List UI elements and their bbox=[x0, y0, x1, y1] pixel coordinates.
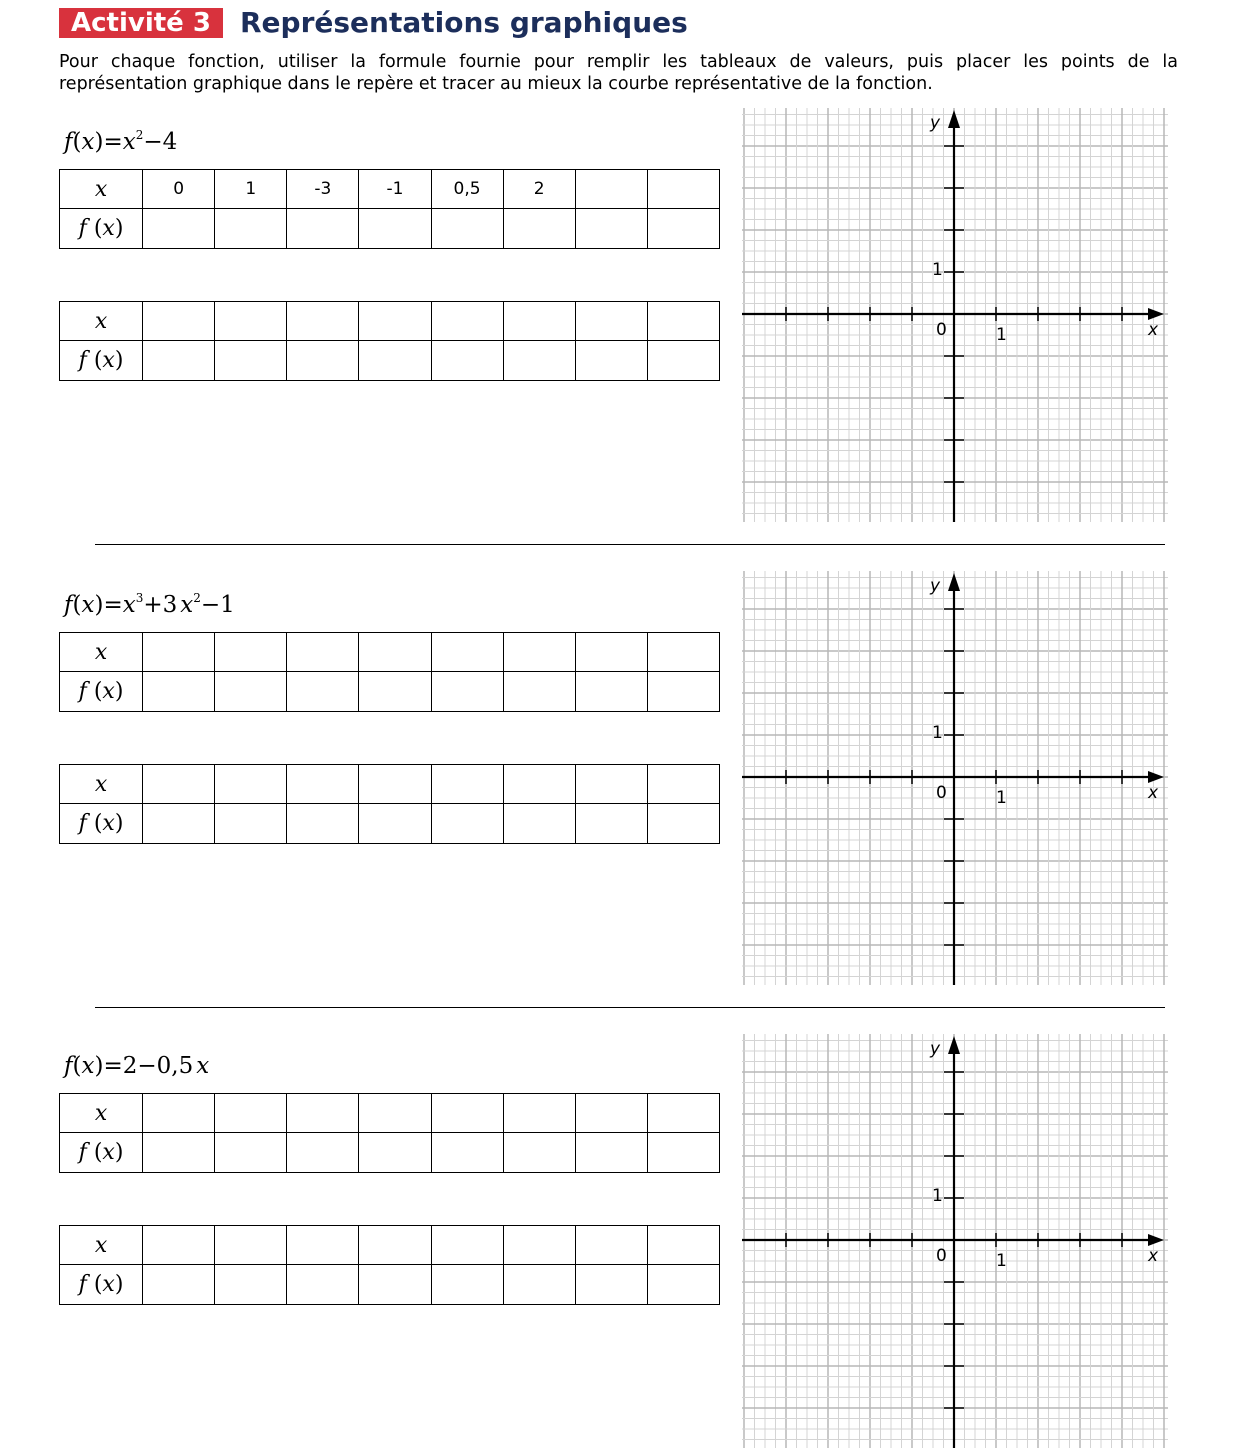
x-row bbox=[60, 1226, 720, 1265]
fx-value-cell[interactable] bbox=[431, 804, 503, 844]
formula-func-name: f bbox=[64, 592, 73, 618]
x-axis-arrow bbox=[1148, 1234, 1164, 1246]
formula-var: x bbox=[81, 592, 95, 618]
formula-term: x bbox=[122, 129, 136, 155]
y-axis-arrow bbox=[948, 110, 960, 128]
formula-2: $f(x)=x^3+3$ $x^2-1$ bbox=[64, 591, 235, 618]
x-value-cell[interactable] bbox=[215, 302, 287, 341]
separator-line bbox=[95, 1007, 1165, 1008]
x-header: x bbox=[60, 302, 143, 341]
fx-value-cell[interactable] bbox=[359, 1265, 431, 1305]
y-axis-label: y bbox=[930, 113, 941, 133]
fx-value-cell[interactable] bbox=[647, 804, 719, 844]
formula-term: −4 bbox=[143, 129, 178, 155]
fx-row bbox=[60, 1133, 720, 1173]
origin-label: 0 bbox=[936, 320, 947, 340]
fx-value-cell[interactable] bbox=[143, 1133, 215, 1173]
y-axis-label: y bbox=[930, 1039, 941, 1059]
origin-label: 0 bbox=[936, 1246, 947, 1266]
fx-value-cell[interactable] bbox=[503, 209, 575, 249]
x-value-cell[interactable] bbox=[431, 633, 503, 672]
fx-row bbox=[60, 1265, 720, 1305]
x-unit-label: 1 bbox=[996, 788, 1007, 808]
fx-arg: x bbox=[102, 811, 115, 836]
x-value-cell[interactable] bbox=[215, 1226, 287, 1265]
x-value-cell[interactable] bbox=[575, 170, 647, 209]
x-value-cell[interactable] bbox=[359, 1226, 431, 1265]
fx-value-cell[interactable] bbox=[647, 209, 719, 249]
x-value-cell[interactable] bbox=[287, 1094, 359, 1133]
fx-header: f (x) bbox=[60, 672, 143, 712]
values-table bbox=[59, 632, 720, 712]
x-value-cell[interactable] bbox=[575, 1094, 647, 1133]
fx-value-cell[interactable] bbox=[575, 209, 647, 249]
x-value-cell[interactable] bbox=[575, 765, 647, 804]
fx-func-name: f bbox=[78, 811, 87, 836]
formula-func-name: f bbox=[64, 129, 73, 155]
x-value-cell[interactable] bbox=[287, 633, 359, 672]
values-table bbox=[59, 1093, 720, 1173]
x-value-cell[interactable] bbox=[431, 765, 503, 804]
x-value-cell[interactable] bbox=[215, 633, 287, 672]
values-table bbox=[59, 764, 720, 844]
formula-term: x bbox=[122, 592, 136, 618]
x-value-cell[interactable]: 0 bbox=[143, 170, 215, 209]
y-axis-arrow bbox=[948, 1036, 960, 1054]
coordinate-grid bbox=[742, 571, 1168, 985]
formula-1: $f(x)=x^2-4$ bbox=[64, 128, 178, 155]
fx-value-cell[interactable] bbox=[503, 1265, 575, 1305]
fx-value-cell[interactable] bbox=[431, 1133, 503, 1173]
x-value-cell[interactable] bbox=[647, 633, 719, 672]
x-value-cell[interactable] bbox=[215, 765, 287, 804]
x-value-cell[interactable] bbox=[503, 1226, 575, 1265]
y-unit-label: 1 bbox=[932, 1186, 943, 1206]
fx-func-name: f bbox=[78, 1272, 87, 1297]
fx-value-cell[interactable] bbox=[287, 209, 359, 249]
x-header: x bbox=[60, 1226, 143, 1265]
fx-row bbox=[60, 804, 720, 844]
fx-value-cell[interactable] bbox=[575, 1265, 647, 1305]
x-value-cell[interactable] bbox=[143, 302, 215, 341]
fx-value-cell[interactable] bbox=[143, 672, 215, 712]
formula-exponent: 2 bbox=[135, 128, 144, 142]
page-title: Représentations graphiques bbox=[240, 6, 688, 39]
y-axis-label: y bbox=[930, 576, 941, 596]
values-table bbox=[59, 301, 720, 381]
x-value-cell[interactable] bbox=[215, 1094, 287, 1133]
x-value-cell[interactable] bbox=[287, 765, 359, 804]
fx-header: f (x) bbox=[60, 341, 143, 381]
x-value-cell[interactable] bbox=[359, 765, 431, 804]
fx-value-cell[interactable] bbox=[287, 1133, 359, 1173]
x-value-cell[interactable] bbox=[359, 633, 431, 672]
x-value-cell[interactable] bbox=[431, 1226, 503, 1265]
fx-value-cell[interactable] bbox=[359, 341, 431, 381]
formula-var: x bbox=[81, 129, 95, 155]
x-axis-label: x bbox=[1148, 320, 1159, 340]
fx-value-cell[interactable] bbox=[143, 1265, 215, 1305]
x-value-cell[interactable] bbox=[143, 633, 215, 672]
fx-header: f (x) bbox=[60, 1265, 143, 1305]
fx-value-cell[interactable] bbox=[503, 672, 575, 712]
fx-row bbox=[60, 672, 720, 712]
x-value-cell[interactable] bbox=[287, 302, 359, 341]
fx-value-cell[interactable] bbox=[215, 1265, 287, 1305]
x-unit-label: 1 bbox=[996, 1251, 1007, 1271]
fx-func-name: f bbox=[78, 1140, 87, 1165]
fx-value-cell[interactable] bbox=[431, 209, 503, 249]
formula-eq: = bbox=[103, 129, 123, 155]
fx-value-cell[interactable] bbox=[503, 804, 575, 844]
grid-svg bbox=[742, 108, 1168, 522]
fx-arg: x bbox=[102, 679, 115, 704]
formula-term: +3 bbox=[143, 592, 178, 618]
fx-func-name: f bbox=[78, 348, 87, 373]
fx-value-cell[interactable] bbox=[143, 209, 215, 249]
x-value-cell[interactable] bbox=[431, 1094, 503, 1133]
x-value-cell[interactable]: -1 bbox=[359, 170, 431, 209]
x-value-cell[interactable] bbox=[647, 170, 719, 209]
fx-value-cell[interactable] bbox=[647, 1133, 719, 1173]
x-value-cell[interactable] bbox=[575, 1226, 647, 1265]
x-value-cell[interactable] bbox=[503, 302, 575, 341]
x-row bbox=[60, 633, 720, 672]
fx-value-cell[interactable] bbox=[359, 1133, 431, 1173]
fx-arg: x bbox=[102, 1272, 115, 1297]
x-value-cell[interactable] bbox=[647, 1094, 719, 1133]
formula-3: f(x)=2−0,5 x bbox=[64, 1053, 210, 1079]
x-value-cell[interactable] bbox=[647, 765, 719, 804]
coordinate-grid bbox=[742, 108, 1168, 522]
formula-exponent: 3 bbox=[135, 591, 144, 605]
fx-value-cell[interactable] bbox=[215, 209, 287, 249]
x-value-cell[interactable]: 0,5 bbox=[431, 170, 503, 209]
fx-value-cell[interactable] bbox=[359, 209, 431, 249]
x-value-cell[interactable] bbox=[503, 1094, 575, 1133]
instructions: Pour chaque fonction, utiliser la formule fournie pour remplir les tableaux de valeurs, puis placer les points de la représentation graphique dans le repère et tracer au mieux la courbe représentative de la fonction. bbox=[59, 52, 1178, 94]
x-axis-label: x bbox=[1148, 1246, 1159, 1266]
fx-value-cell[interactable] bbox=[503, 341, 575, 381]
coordinate-grid bbox=[742, 1034, 1168, 1448]
formula-term: −1 bbox=[200, 592, 235, 618]
fx-value-cell[interactable] bbox=[215, 804, 287, 844]
x-axis-label: x bbox=[1148, 783, 1159, 803]
origin-label: 0 bbox=[936, 783, 947, 803]
x-axis-arrow bbox=[1148, 771, 1164, 783]
x-value-cell[interactable] bbox=[503, 633, 575, 672]
fx-value-cell[interactable] bbox=[431, 341, 503, 381]
values-table bbox=[59, 1225, 720, 1305]
x-value-cell[interactable] bbox=[647, 302, 719, 341]
x-value-cell[interactable] bbox=[431, 302, 503, 341]
fx-value-cell[interactable] bbox=[359, 804, 431, 844]
x-value-cell[interactable] bbox=[647, 1226, 719, 1265]
formula-exponent: 2 bbox=[193, 591, 201, 605]
x-value-cell[interactable] bbox=[359, 1094, 431, 1133]
x-header: x bbox=[60, 170, 143, 209]
fx-value-cell[interactable] bbox=[287, 341, 359, 381]
fx-value-cell[interactable] bbox=[215, 341, 287, 381]
x-unit-label: 1 bbox=[996, 325, 1007, 345]
fx-arg: x bbox=[102, 348, 115, 373]
fx-header: f (x) bbox=[60, 209, 143, 249]
fx-value-cell[interactable] bbox=[287, 1265, 359, 1305]
fx-func-name: f bbox=[78, 679, 87, 704]
activity-badge: Activité 3 bbox=[59, 8, 223, 38]
x-row bbox=[60, 302, 720, 341]
fx-row bbox=[60, 209, 720, 249]
y-axis-arrow bbox=[948, 573, 960, 591]
x-value-cell[interactable] bbox=[575, 302, 647, 341]
grid-svg bbox=[742, 571, 1168, 985]
formula-var: x bbox=[81, 1053, 95, 1079]
x-header: x bbox=[60, 765, 143, 804]
fx-value-cell[interactable] bbox=[359, 672, 431, 712]
x-row bbox=[60, 170, 720, 209]
x-axis-arrow bbox=[1148, 308, 1164, 320]
fx-value-cell[interactable] bbox=[215, 672, 287, 712]
formula-term: x bbox=[196, 1053, 210, 1079]
grid-svg bbox=[742, 1034, 1168, 1448]
formula-term: x bbox=[180, 592, 194, 618]
x-value-cell[interactable] bbox=[287, 1226, 359, 1265]
fx-value-cell[interactable] bbox=[143, 804, 215, 844]
x-value-cell[interactable] bbox=[143, 1094, 215, 1133]
fx-header: f (x) bbox=[60, 1133, 143, 1173]
fx-value-cell[interactable] bbox=[647, 1265, 719, 1305]
fx-value-cell[interactable] bbox=[431, 1265, 503, 1305]
fx-value-cell[interactable] bbox=[575, 1133, 647, 1173]
fx-value-cell[interactable] bbox=[647, 672, 719, 712]
x-row bbox=[60, 1094, 720, 1133]
fx-value-cell[interactable] bbox=[503, 1133, 575, 1173]
formula-term: 2−0,5 bbox=[122, 1053, 194, 1079]
separator-line bbox=[95, 544, 1165, 545]
fx-value-cell[interactable] bbox=[215, 1133, 287, 1173]
x-value-cell[interactable] bbox=[575, 633, 647, 672]
fx-value-cell[interactable] bbox=[647, 341, 719, 381]
fx-header: f (x) bbox=[60, 804, 143, 844]
fx-value-cell[interactable] bbox=[287, 804, 359, 844]
x-header: x bbox=[60, 633, 143, 672]
values-table bbox=[59, 169, 720, 249]
formula-func-name: f bbox=[64, 1053, 73, 1079]
x-header: x bbox=[60, 1094, 143, 1133]
fx-value-cell[interactable] bbox=[143, 341, 215, 381]
x-value-cell[interactable]: 2 bbox=[503, 170, 575, 209]
fx-value-cell[interactable] bbox=[575, 672, 647, 712]
x-value-cell[interactable] bbox=[143, 765, 215, 804]
fx-value-cell[interactable] bbox=[431, 672, 503, 712]
fx-value-cell[interactable] bbox=[575, 341, 647, 381]
y-unit-label: 1 bbox=[932, 260, 943, 280]
fx-value-cell[interactable] bbox=[287, 672, 359, 712]
formula-eq: = bbox=[103, 592, 123, 618]
x-value-cell[interactable] bbox=[143, 1226, 215, 1265]
formula-eq: = bbox=[103, 1053, 123, 1079]
fx-value-cell[interactable] bbox=[575, 804, 647, 844]
y-unit-label: 1 bbox=[932, 723, 943, 743]
fx-row bbox=[60, 341, 720, 381]
fx-func-name: f bbox=[78, 216, 87, 241]
fx-arg: x bbox=[102, 1140, 115, 1165]
x-value-cell[interactable] bbox=[503, 765, 575, 804]
x-value-cell[interactable]: -3 bbox=[287, 170, 359, 209]
fx-arg: x bbox=[102, 216, 115, 241]
x-value-cell[interactable]: 1 bbox=[215, 170, 287, 209]
x-value-cell[interactable] bbox=[359, 302, 431, 341]
x-row bbox=[60, 765, 720, 804]
